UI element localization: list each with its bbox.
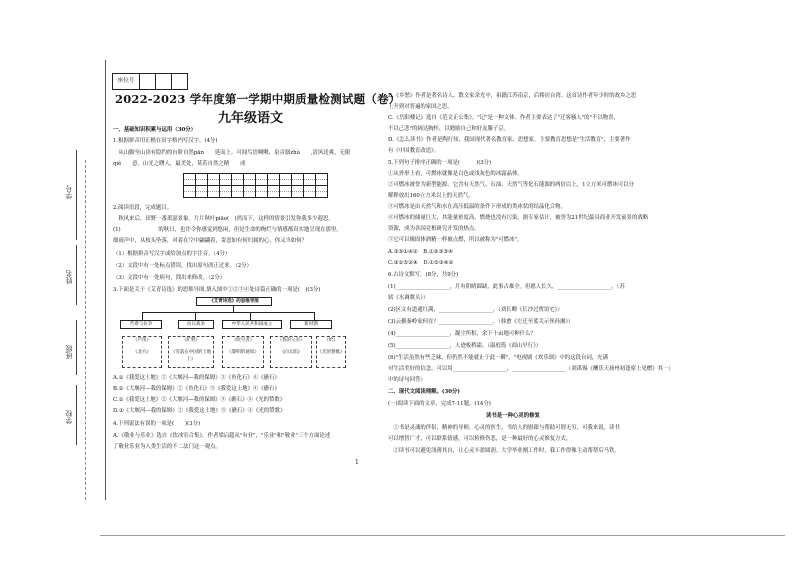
question-text: （3）文段中有一处病句，找出来修改。（2分） xyxy=(113,275,225,281)
question-text: 4.下列说法有误的一项是( )(3分) xyxy=(113,421,201,427)
answer-option[interactable]: 了敬业乐业为人类生活的不二法门这一观点。 xyxy=(113,444,221,450)
seat-cell[interactable] xyxy=(172,74,187,89)
answer-option[interactable]: 有《中国教育改造》。 xyxy=(388,148,440,154)
grid-cell[interactable] xyxy=(315,185,328,198)
passage-text: ①书是灵魂的伴侣，精神的导师。心灵的医生。书给人的慰藉与帮助可谓无穷，可我来说，读书 xyxy=(388,425,620,431)
seat-number-label: 座位号 xyxy=(113,74,140,89)
mindmap-group xyxy=(316,336,346,368)
question-text: 细雨声中，从枝头坠落，对着在空中翩翩着，寄意如有何归属的心，你又当如何？ xyxy=(113,238,308,244)
side-line xyxy=(76,385,77,445)
section-heading: 二、现代文阅读理解。(30分) xyxy=(388,389,460,395)
answer-option[interactable]: A.③⑤①④② B.①②③⑤④ xyxy=(388,249,453,255)
mindmap-connector xyxy=(250,312,251,320)
answer-option[interactable]: C.③①⑤②④ D.①⑤③④② xyxy=(388,260,454,266)
mindmap-group xyxy=(122,336,162,368)
writing-grid-row[interactable] xyxy=(183,185,327,198)
page-left-edge xyxy=(105,60,106,500)
question-text: ③可燃冰是由天然气和水在高压低温的条件下形成的类冰状的结晶化合物。 xyxy=(388,204,566,210)
question-text: 6.古诗文默写。(8分，共9分) xyxy=(388,272,459,278)
exam-title: 2022-2023 学年度第一学期中期质量检测试题（卷） xyxy=(115,92,401,106)
question-text: 3.下面是关于《艾青诗选》的思维导图,填入图中①②③④处诗篇正确的一项是( )(3分) xyxy=(113,287,321,293)
fill-in-line[interactable]: (2)区文有道通红满，____________________。（刘长卿《长沙过贾谊宅》） xyxy=(388,307,563,313)
side-label-name: 姓名 xyxy=(65,270,73,284)
question-text: 1.根据拼音用正楷在田字格内写汉字。(4分) xyxy=(113,138,218,144)
question-text: 中的诗句回答） xyxy=(388,377,426,383)
answer-option[interactable]: A.《敬业与乐业》选自《饮冰室合集》，作者梁启超从"有业"、"乐业"和"敬业"三个方面论述 xyxy=(113,433,331,439)
passage-text: 可以增智广才，可以联系情感，可以检修伤悲，是一种最好的心灵修复方式。 xyxy=(388,436,572,442)
mindmap-root: 《艾青诗选》的思维导图 xyxy=(196,297,272,306)
mindmap-leaf: 《北方》 xyxy=(133,350,151,355)
page-number: 1 xyxy=(355,459,359,466)
seat-cell[interactable] xyxy=(140,74,156,89)
mindmap-leaf: 《吹号者》 xyxy=(231,338,255,343)
answer-option[interactable]: D.《怎么读书》作者是陶行知，我国现代著名教育家、思想家。主要教育思想是"生活教育"，主要著作 xyxy=(388,137,631,143)
section-heading: 一、基础知识积累与运用（30分） xyxy=(113,127,196,133)
binding-fold-line xyxy=(85,160,86,500)
answer-option[interactable]: C.①《我爱这土地》②《大堰河—我的保姆》③《礁石》④《光的赞歌》 xyxy=(113,397,286,403)
answer-option[interactable]: 上升到对普遍的家国之思。 xyxy=(388,104,453,110)
mindmap-leaf: 《光的赞歌》 xyxy=(317,350,345,355)
question-text: （1）根据拼音写汉字或给加点的字注音。（4分） xyxy=(113,251,231,257)
fill-in-line[interactable]: 对生活美好的信念，可以用____________________，____________________（刘禹锡《酬乐天扬州初逢席上见赠》其一） xyxy=(388,366,674,372)
side-label-student-id: 学号 xyxy=(65,185,73,199)
page-bottom-edge xyxy=(100,535,785,536)
fill-in-line[interactable]: (3)云横秦岭家何在？____________________。（韩愈《左迁至蓝关示侄孙湘》） xyxy=(388,319,574,325)
answer-option[interactable]: C.《岳阳楼记》选自《范文正公集》。"记"是一种文体。作者主要表达了"迁客骚人"的"不以物喜， xyxy=(388,115,619,121)
question-text: 2.阅读语段，完成题目。 xyxy=(113,205,173,211)
question-text: (一)阅读下面的文章，完成7-11题。(14分) xyxy=(388,401,491,407)
mindmap-branch: 中华人民共和国成立 xyxy=(222,320,282,329)
mindmap-connector xyxy=(142,312,314,313)
question-text: ④可燃冰的储量巨大，其能量密度高，燃烧也没有污染。据专家估计，被誉为21世纪最具商业开发前景的战略 xyxy=(388,215,649,221)
mindmap-group xyxy=(168,336,214,368)
question-text: 解释放出160立方米以上的天然气。 xyxy=(388,193,474,199)
mindmap-leaf: 《雪落在中国的土地上》 xyxy=(170,350,212,362)
question-text: ⑤它可以像固体酒精一样被点燃，所以被称为"可燃冰"。 xyxy=(388,237,523,243)
fill-in-line[interactable]: (1)____________________，月有阴晴圆缺，此事古难全。但愿人长久，____________________。（苏 xyxy=(388,284,625,290)
mindmap-leaf: 《向太阳》 xyxy=(279,350,303,355)
question-text: (6)"生活虽然有些乏味，但仍然不能就止于此一瞬"，"电视剧《欢乐颂》中的这段台词，充满 xyxy=(388,355,608,361)
mindmap-group xyxy=(222,336,264,368)
exam-subject: 九年级语文 xyxy=(218,111,284,126)
mindmap-branch: 新时期 xyxy=(290,320,332,329)
mindmap-leaf: 《我的父亲》 xyxy=(277,338,305,343)
mindmap-connector xyxy=(314,312,315,320)
question-text: （2）文段中有一处标点错误，找出原句改正过来。（2分） xyxy=(113,263,252,269)
answer-option[interactable]: B.①《大堰河—我的保姆》②《鱼化石》③《我爱这土地》④《礁石》 xyxy=(113,386,280,392)
seat-cell[interactable] xyxy=(156,74,172,89)
mindmap-leaf: 《旷野》 xyxy=(182,338,200,343)
side-label-school: 学校 xyxy=(65,410,73,424)
mindmap-connector xyxy=(233,305,234,312)
question-text: 秋风来后，田野一番萧瑟景象。片片秋叶piāo( )然而下，这样的情景引发你我多少遐思。 xyxy=(113,216,334,222)
side-line xyxy=(76,245,77,305)
mindmap-leaf: 《给》 xyxy=(324,338,338,343)
mindmap-connector xyxy=(195,312,196,320)
answer-option[interactable]: 不以己悲"的阔达胸怀，以勉励自己和好友滕子京。 xyxy=(388,126,510,132)
fill-in-line[interactable]: (5)____________________，人迹板桥霜。（温庭筠《商山早行》） xyxy=(388,343,542,349)
answer-option[interactable]: A.①《我爱这土地》②《大堰河—我的保姆》③《鱼化石》④《礁石》 xyxy=(113,375,280,381)
question-text: 资源，成为各国竞相研究开发的热点。 xyxy=(388,226,480,232)
mindmap-group xyxy=(270,336,312,368)
mindmap-leaf: 《芦笛》 xyxy=(133,338,151,343)
question-text: (1) 的秋日，也许令你感觉到悠闲，但是生命的绚烂与情感都真实地呈现在那里。 xyxy=(113,227,342,233)
side-label-class: 班级 xyxy=(65,345,73,359)
side-line xyxy=(76,150,77,240)
question-text: 从山脚至山顶有隐约的台阶自然pān 延而上。可闻鸟语啁啾、泉音潺zhù ,清风送爽，无限 xyxy=(113,150,351,156)
side-line xyxy=(76,320,77,375)
mindmap-branch: 苦难与抗争 xyxy=(120,320,162,329)
mindmap-connector xyxy=(142,312,143,320)
question-text: ②可燃冰被誉为新型能源，它含有天然气、石油、天然气等化石能源的两倍以上，1立方米可燃冰可以分 xyxy=(388,182,635,188)
passage-text: ②读书可以避免浅薄其自，让心灵丰盈圆润。大学毕业刚工作时，我工作得像主动帮帮后马铁。 xyxy=(388,448,620,454)
passage-title: 读书是一种心灵的修复 xyxy=(486,413,540,419)
mindmap-branch: 抗日战争 xyxy=(178,320,214,329)
answer-option[interactable]: B.《乡愁》作者是著名诗人、散文家余光中，祖籍江苏南京，后移居台湾。这首诗作者年少时的故乡之思 xyxy=(388,93,637,99)
question-text: ①从外形上看，可燃冰就像是白色或浅灰色的冰霜晶体。 xyxy=(388,171,523,177)
answer-option[interactable]: D.①《大堰河—我的保姆》②《我爱这土地》③《礁石》④《光的赞歌》 xyxy=(113,408,286,414)
mindmap-leaf: 《黎明的通知》 xyxy=(227,350,259,355)
seat-number-box[interactable] xyxy=(112,73,188,90)
question-text: qiè 意。山光之曙人，最美处，莫若自然之精 成 xyxy=(113,161,246,167)
question-text: 轼《水调歌头》） xyxy=(388,295,429,301)
question-text: 5.下列句子排序正确的一项是( )(3分) xyxy=(388,160,492,166)
fill-in-line[interactable]: (4)____________________，凝尘所积，余下十亩地可种什么？ xyxy=(388,331,536,337)
